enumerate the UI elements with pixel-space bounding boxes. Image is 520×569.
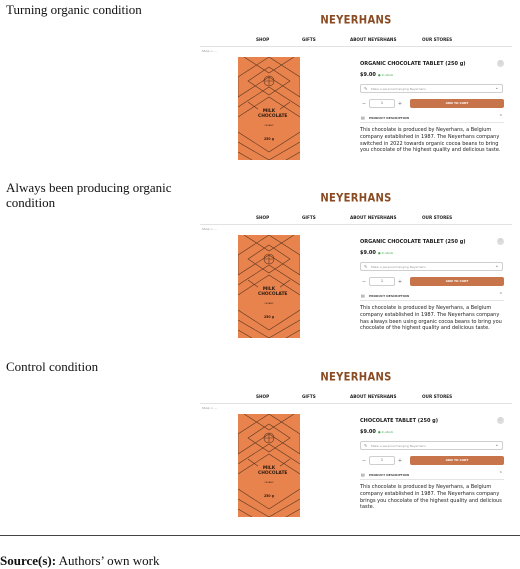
product-image	[238, 57, 300, 160]
tag-icon: ✎	[364, 86, 368, 91]
quantity-decrement-button[interactable]: −	[361, 458, 367, 464]
condition-label: Control condition	[6, 359, 99, 374]
quantity-input[interactable]: 1	[369, 456, 395, 465]
description-label: PRODUCT DESCRIPTION	[369, 294, 410, 298]
product-title: CHOCOLATE TABLET (250 g)	[360, 418, 439, 424]
document-icon: ▤	[361, 115, 365, 120]
breadcrumb[interactable]: Shop > ...	[202, 49, 217, 53]
nav-gifts[interactable]: GIFTS	[302, 394, 316, 399]
heart-icon[interactable]: ♡	[498, 238, 503, 244]
divider	[200, 224, 512, 225]
package-weight: 250 g	[262, 492, 276, 504]
heart-icon[interactable]: ♡	[498, 417, 503, 423]
description-label: PRODUCT DESCRIPTION	[369, 473, 410, 477]
package-title: MILK CHOCOLATE	[258, 107, 280, 127]
condition-label: Always been producing organic condition	[6, 180, 172, 210]
quantity-decrement-button[interactable]: −	[361, 101, 367, 107]
chevron-up-icon: ⌃	[498, 114, 503, 120]
chevron-down-icon: ⌄	[494, 263, 499, 269]
quantity-input[interactable]: 1	[369, 277, 395, 286]
divider	[0, 535, 520, 536]
product-title: ORGANIC CHOCOLATE TABLET (250 g)	[360, 239, 466, 245]
add-to-cart-button[interactable]: ADD TO CART	[410, 277, 504, 286]
nav-about[interactable]: ABOUT NEYERHANS	[350, 37, 397, 42]
price: $9.00	[360, 250, 376, 256]
brand-logo[interactable]: NEYERHANS	[320, 192, 392, 205]
package-weight: 250 g	[262, 313, 276, 325]
package-subtitle: ORGANIC	[264, 303, 274, 305]
product-page-mockup	[200, 372, 512, 520]
breadcrumb[interactable]: Shop > ...	[202, 227, 217, 231]
tag-icon: ✎	[364, 264, 368, 269]
nav-stores[interactable]: OUR STORES	[422, 394, 453, 399]
brand-logo[interactable]: NEYERHANS	[320, 371, 392, 384]
package-weight: 250 g	[262, 135, 276, 147]
personalization-select[interactable]	[360, 262, 503, 271]
tag-icon: ✎	[364, 443, 368, 448]
quantity-decrement-button[interactable]: −	[361, 279, 367, 285]
heart-icon[interactable]: ♡	[498, 60, 503, 66]
quantity-input[interactable]: 1	[369, 99, 395, 108]
package-title: MILK CHOCOLATE	[258, 285, 280, 305]
nav-about[interactable]: ABOUT NEYERHANS	[350, 394, 397, 399]
description-toggle[interactable]	[360, 113, 504, 123]
quantity-increment-button[interactable]: +	[397, 101, 403, 107]
product-page-mockup	[200, 193, 512, 341]
package-subtitle: ORGANIC	[264, 482, 274, 484]
nav-shop[interactable]: SHOP	[256, 37, 270, 42]
figure-source	[0, 553, 159, 569]
source-prefix: Source(s):	[0, 553, 57, 568]
nav-shop[interactable]: SHOP	[256, 215, 270, 220]
chevron-down-icon: ⌄	[494, 85, 499, 91]
product-page-mockup	[200, 15, 512, 163]
stock-status: ● In stock	[378, 251, 394, 255]
select-placeholder: Make a personal hanging Neyerhans	[371, 265, 426, 269]
description-toggle[interactable]	[360, 291, 504, 301]
document-icon: ▤	[361, 472, 365, 477]
nav-gifts[interactable]: GIFTS	[302, 37, 316, 42]
source-text: Authors’ own work	[56, 553, 160, 568]
stock-status: ● In stock	[378, 430, 394, 434]
product-title: ORGANIC CHOCOLATE TABLET (250 g)	[360, 61, 466, 67]
description-label: PRODUCT DESCRIPTION	[369, 116, 410, 120]
nav-stores[interactable]: OUR STORES	[422, 215, 453, 220]
chevron-down-icon: ⌄	[494, 442, 499, 448]
nav-shop[interactable]: SHOP	[256, 394, 270, 399]
description-toggle[interactable]	[360, 470, 504, 480]
product-description: This chocolate is produced by Neyerhans, a Belgium company established in 1987. The Neyerhans company switched in 2022 towards organic cocoa beans to bring you chocolate of the highest quality and delicious taste.	[360, 127, 501, 154]
brand-logo[interactable]: NEYERHANS	[320, 14, 392, 27]
document-icon: ▤	[361, 293, 365, 298]
nav-stores[interactable]: OUR STORES	[422, 37, 453, 42]
divider	[200, 46, 512, 47]
nav-about[interactable]: ABOUT NEYERHANS	[350, 215, 397, 220]
chevron-up-icon: ⌃	[498, 471, 503, 477]
personalization-select[interactable]	[360, 441, 503, 450]
quantity-increment-button[interactable]: +	[397, 279, 403, 285]
add-to-cart-button[interactable]: ADD TO CART	[410, 456, 504, 465]
breadcrumb[interactable]: Shop > ...	[202, 406, 217, 410]
add-to-cart-button[interactable]: ADD TO CART	[410, 99, 504, 108]
divider	[200, 403, 512, 404]
product-image	[238, 235, 300, 338]
product-description: This chocolate is produced by Neyerhans, a Belgium company established in 1987. The Neyerhans company has always been using organic cocoa beans to bring you chocolate of the highest quality and delicious taste.	[360, 305, 502, 332]
stock-status: ● In stock	[378, 73, 394, 77]
personalization-select[interactable]	[360, 84, 503, 93]
condition-label: Turning organic condition	[6, 2, 142, 17]
product-description: This chocolate is produced by Neyerhans, a Belgium company established in 1987. The Neyerhans company brings you chocolate of the highest quality and delicious taste.	[360, 484, 502, 511]
quantity-increment-button[interactable]: +	[397, 458, 403, 464]
package-subtitle: ORGANIC	[264, 125, 274, 127]
price: $9.00	[360, 72, 376, 78]
nav-gifts[interactable]: GIFTS	[302, 215, 316, 220]
select-placeholder: Make a personal hanging Neyerhans	[371, 87, 426, 91]
price: $9.00	[360, 429, 376, 435]
chevron-up-icon: ⌃	[498, 292, 503, 298]
product-image	[238, 414, 300, 517]
package-title: MILK CHOCOLATE	[258, 464, 280, 484]
select-placeholder: Make a personal hanging Neyerhans	[371, 444, 426, 448]
